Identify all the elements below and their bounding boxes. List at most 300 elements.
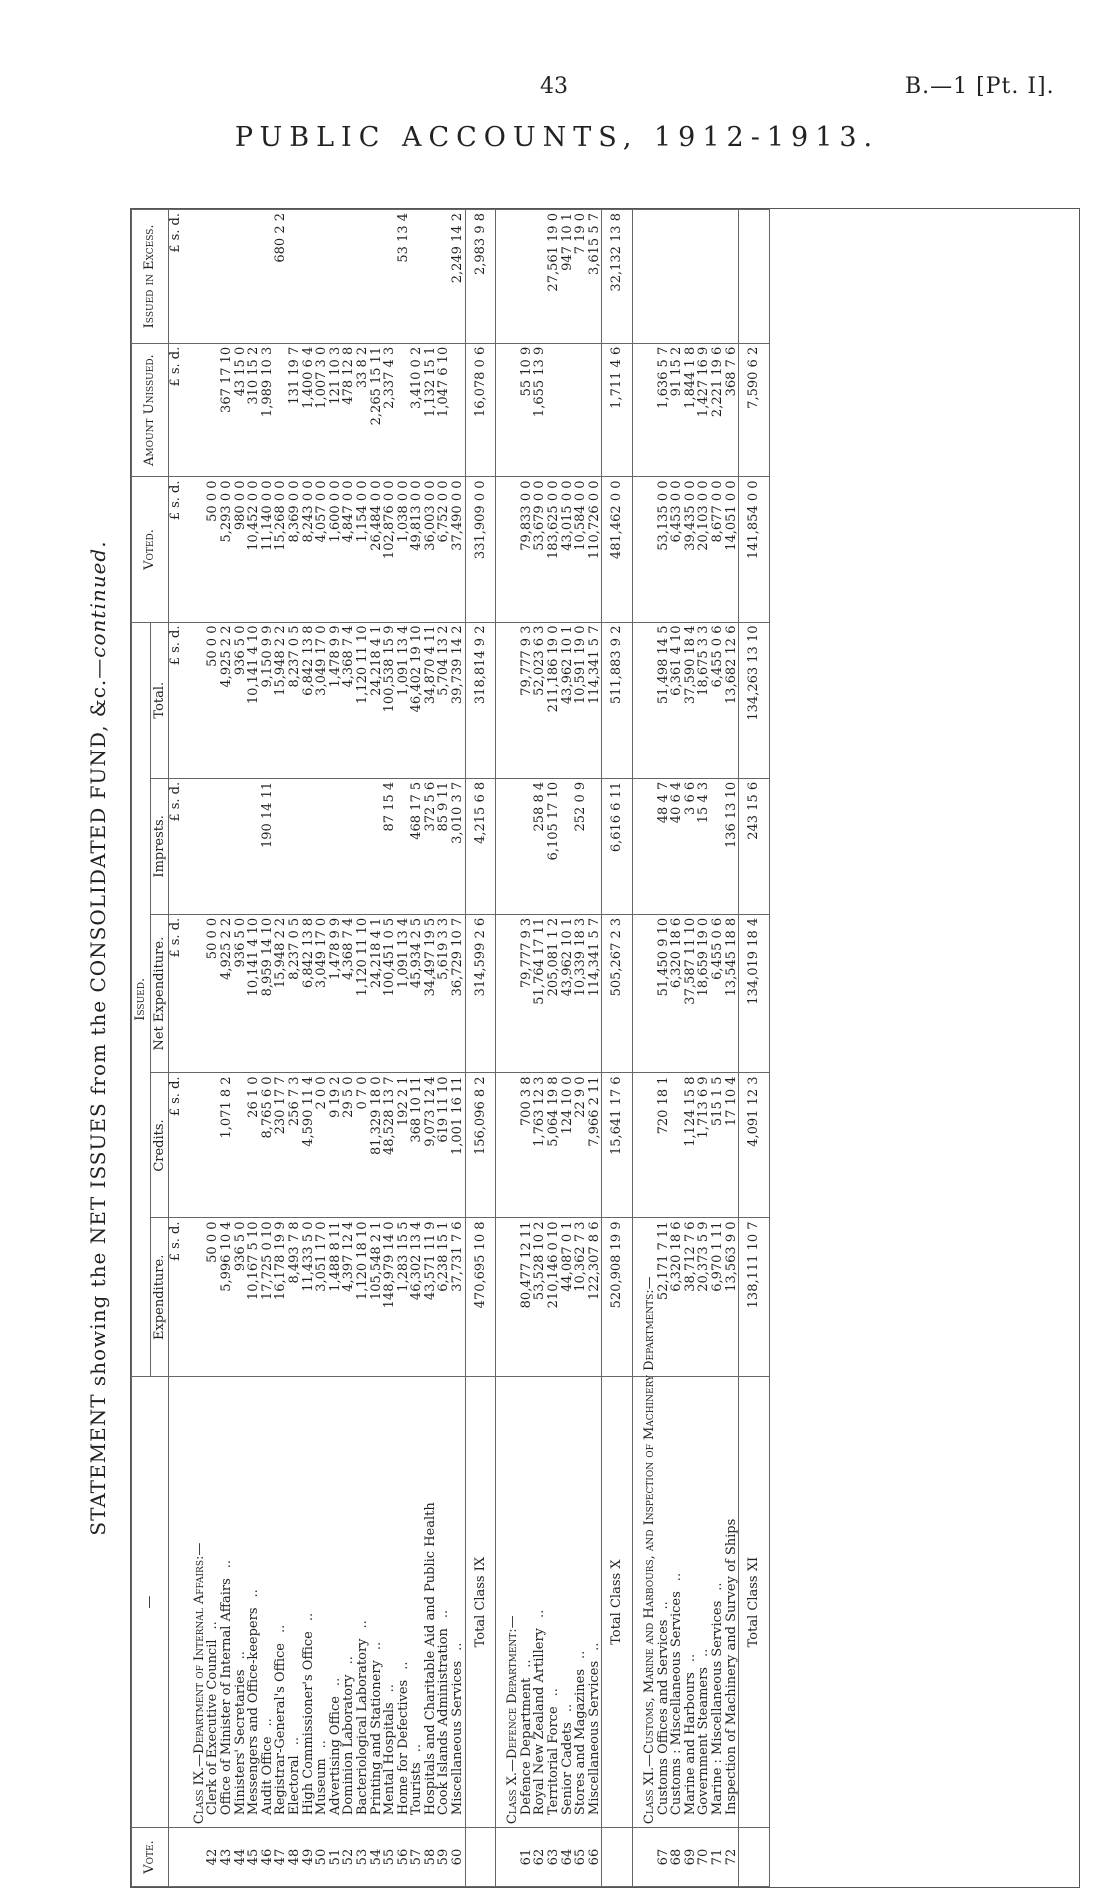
item-label: Defence Department — [518, 1677, 534, 1816]
leader-dots: .. — [354, 1620, 370, 1629]
cell-voted: 49,813 0 0 — [410, 477, 424, 622]
cell-voted: 6,752 0 0 — [437, 477, 451, 622]
item-label: Electoral — [286, 1755, 302, 1816]
cell-total: 1,120 11 10 — [356, 622, 370, 778]
col-imprests: Imprests. — [150, 778, 169, 914]
cell-exp: 20,373 5 9 — [697, 1218, 711, 1377]
cell-unissued — [561, 343, 575, 477]
cell-exp: 4,397 12 4 — [342, 1218, 356, 1377]
item-label: Inspection of Machinery and Survey of Ships — [723, 1518, 739, 1816]
cell-excess — [206, 210, 220, 344]
cell-total: 34,870 4 11 — [424, 622, 438, 778]
item-description — [274, 1377, 288, 1828]
currency-label: £ s. d. — [169, 343, 183, 477]
cell-excess — [261, 210, 275, 344]
leader-dots: .. — [368, 1641, 384, 1651]
cell-total: 10,591 19 0 — [574, 622, 588, 778]
table-row — [206, 210, 220, 1887]
cell-total: 4,925 2 2 — [220, 622, 234, 778]
cell-cred: 5,064 19 8 — [547, 1073, 561, 1218]
cell-exp: 1,120 18 10 — [356, 1218, 370, 1377]
cell-excess — [247, 210, 261, 344]
table-row — [329, 210, 343, 1887]
leader-dots: .. — [382, 1684, 398, 1693]
cell-voted: 79,833 0 0 — [520, 477, 534, 622]
item-description — [397, 1377, 411, 1828]
total-excess: 2,983 9 8 — [465, 210, 496, 344]
cell-voted: 10,584 0 0 — [574, 477, 588, 622]
cell-imp — [356, 778, 370, 914]
item-label: Hospitals and Charitable Aid and Public Health — [422, 1502, 438, 1816]
item-description — [220, 1377, 234, 1828]
col-net-expenditure: Net Expenditure. — [150, 914, 169, 1073]
statement-title-text: STATEMENT showing the NET ISSUES from the CONSOLIDATED FUND, &c.— — [86, 657, 110, 1536]
col-expenditure: Expenditure. — [150, 1218, 169, 1377]
total-unissued: 7,590 6 2 — [739, 343, 770, 477]
cell-imp: 3,010 3 7 — [451, 778, 465, 914]
total-voted: 141,854 0 0 — [739, 477, 770, 622]
cell-total: 13,682 12 6 — [725, 622, 739, 778]
item-label: Registrar-General's Office — [273, 1642, 289, 1816]
cell-excess: 947 10 1 — [561, 210, 575, 344]
cell-net: 51,764 17 11 — [533, 914, 547, 1073]
cell-cred: 29 5 0 — [342, 1073, 356, 1218]
cell-imp — [370, 778, 384, 914]
cell-unissued — [574, 343, 588, 477]
total-voted: 481,462 0 0 — [602, 477, 633, 622]
vote-number: 67 — [657, 1828, 671, 1887]
cell-voted: 1,600 0 0 — [329, 477, 343, 622]
cell-net: 936 5 0 — [234, 914, 248, 1073]
total-imp: 4,215 6 8 — [465, 778, 496, 914]
item-description — [711, 1377, 725, 1828]
leader-dots: .. — [246, 1589, 262, 1598]
cell-excess — [342, 210, 356, 344]
cell-net: 34,497 19 5 — [424, 914, 438, 1073]
vote-number: 46 — [261, 1828, 275, 1887]
item-label: Royal New Zealand Artillery — [532, 1628, 548, 1816]
cell-cred: 2 0 0 — [315, 1073, 329, 1218]
col-voted: Voted. — [132, 477, 169, 622]
table-row — [725, 210, 739, 1887]
item-label: Cook Islands Administration — [436, 1628, 452, 1816]
cell-cred: 22 9 0 — [574, 1073, 588, 1218]
vote-number: 71 — [711, 1828, 725, 1887]
table-row — [451, 210, 465, 1887]
leader-dots: .. — [669, 1572, 685, 1582]
cell-voted: 37,490 0 0 — [451, 477, 465, 622]
table-row — [370, 210, 384, 1887]
cell-total: 46,402 19 10 — [410, 622, 424, 778]
col-issued-in-excess: Issued in Excess. — [132, 210, 169, 344]
cell-exp: 10,167 5 10 — [247, 1218, 261, 1377]
item-label: Marine and Harbours — [682, 1672, 698, 1816]
cell-total: 15,948 2 2 — [274, 622, 288, 778]
cell-cred: 124 10 0 — [561, 1073, 575, 1218]
total-exp: 138,111 10 7 — [739, 1218, 770, 1377]
cell-exp: 50 0 0 — [206, 1218, 220, 1377]
cell-excess — [424, 210, 438, 344]
item-label: Tourists — [409, 1762, 425, 1816]
cell-unissued: 1,844 1 8 — [684, 343, 698, 477]
cell-cred: 9,073 12 4 — [424, 1073, 438, 1218]
cell-total: 79,777 9 3 — [520, 622, 534, 778]
cell-voted: 26,484 0 0 — [370, 477, 384, 622]
cell-excess — [315, 210, 329, 344]
cell-excess: 7 19 0 — [574, 210, 588, 344]
cell-cred: 8,765 6 0 — [261, 1073, 275, 1218]
leader-dots: .. — [259, 1718, 275, 1727]
col-issued: Issued. — [132, 622, 151, 1377]
page-title: PUBLIC ACCOUNTS, 1912-1913. — [234, 122, 880, 153]
cell-imp — [342, 778, 356, 914]
cell-exp: 122,307 8 6 — [588, 1218, 602, 1377]
item-label: Clerk of Executive Council — [205, 1639, 221, 1816]
cell-unissued: 91 15 2 — [670, 343, 684, 477]
cell-voted: 102,876 0 0 — [383, 477, 397, 622]
cell-imp — [520, 778, 534, 914]
table-row — [533, 210, 547, 1887]
cell-total: 6,455 0 6 — [711, 622, 725, 778]
cell-unissued: 2,221 19 6 — [711, 343, 725, 477]
cell-excess — [520, 210, 534, 344]
item-description — [588, 1377, 602, 1828]
class-total-label: Total Class IX — [465, 1377, 496, 1828]
total-excess — [739, 210, 770, 344]
table-row — [261, 210, 275, 1887]
cell-excess — [410, 210, 424, 344]
table-row — [684, 210, 698, 1887]
cell-voted: 1,038 0 0 — [397, 477, 411, 622]
table-row — [588, 210, 602, 1887]
item-description — [342, 1377, 356, 1828]
cell-excess — [383, 210, 397, 344]
cell-imp: 40 6 4 — [670, 778, 684, 914]
cell-imp — [315, 778, 329, 914]
total-cred: 4,091 12 3 — [739, 1073, 770, 1218]
cell-cred — [670, 1073, 684, 1218]
item-label: Customs : Miscellaneous Services — [669, 1591, 685, 1816]
cell-net: 13,545 18 8 — [725, 914, 739, 1073]
cell-net: 50 0 0 — [206, 914, 220, 1073]
item-label: Territorial Force — [546, 1706, 562, 1816]
table-row — [561, 210, 575, 1887]
class-heading-row — [496, 210, 520, 1887]
cell-exp: 3,051 17 0 — [315, 1218, 329, 1377]
cell-excess — [288, 210, 302, 344]
item-description — [234, 1377, 248, 1828]
header-row-1 — [132, 210, 151, 1887]
col-description: — — [132, 1377, 169, 1828]
cell-unissued: 33 8 2 — [356, 343, 370, 477]
cell-imp — [274, 778, 288, 914]
cell-cred: 26 1 0 — [247, 1073, 261, 1218]
cell-excess: 3,615 5 7 — [588, 210, 602, 344]
cell-imp: 372 5 6 — [424, 778, 438, 914]
cell-net: 6,320 18 6 — [670, 914, 684, 1073]
cell-exp: 105,548 2 1 — [370, 1218, 384, 1377]
item-label: Office of Minister of Internal Affairs — [218, 1578, 234, 1816]
cell-imp: 468 17 5 — [410, 778, 424, 914]
cell-excess — [657, 210, 671, 344]
cell-unissued — [451, 343, 465, 477]
cell-voted: 50 0 0 — [206, 477, 220, 622]
item-description — [561, 1377, 575, 1828]
item-label: Miscellaneous Services — [586, 1660, 602, 1816]
cell-imp — [220, 778, 234, 914]
class-heading: Class X.—Defence Department:— — [496, 1377, 520, 1828]
cell-total: 39,739 14 2 — [451, 622, 465, 778]
leader-dots: .. — [450, 1642, 466, 1651]
cell-unissued: 367 17 10 — [220, 343, 234, 477]
cell-excess — [329, 210, 343, 344]
item-description — [547, 1377, 561, 1828]
cell-cred: 720 18 1 — [657, 1073, 671, 1218]
cell-imp: 6,105 17 10 — [547, 778, 561, 914]
currency-label: £ s. d. — [169, 210, 183, 344]
cell-unissued: 2,265 15 11 — [370, 343, 384, 477]
cell-voted: 43,015 0 0 — [561, 477, 575, 622]
item-label: Bacteriological Laboratory — [354, 1638, 370, 1816]
item-description — [451, 1377, 465, 1828]
cell-imp: 85 9 11 — [437, 778, 451, 914]
total-net: 134,019 18 4 — [739, 914, 770, 1073]
vote-number: 44 — [234, 1828, 248, 1887]
cell-exp: 38,712 7 6 — [684, 1218, 698, 1377]
total-net: 314,599 2 6 — [465, 914, 496, 1073]
item-description — [437, 1377, 451, 1828]
cell-unissued: 43 15 0 — [234, 343, 248, 477]
vote-number: 58 — [424, 1828, 438, 1887]
vote-number: 59 — [437, 1828, 451, 1887]
cell-net: 36,729 10 7 — [451, 914, 465, 1073]
cell-exp: 936 5 0 — [234, 1218, 248, 1377]
leader-dots: .. — [559, 1703, 575, 1713]
cell-net: 6,455 0 6 — [711, 914, 725, 1073]
item-label: Stores and Magazines — [573, 1668, 589, 1816]
leader-dots: .. — [546, 1688, 562, 1697]
cell-voted: 5,293 0 0 — [220, 477, 234, 622]
leader-dots: .. — [573, 1650, 589, 1659]
cell-net: 5,619 3 3 — [437, 914, 451, 1073]
cell-excess — [370, 210, 384, 344]
cell-voted: 4,057 0 0 — [315, 477, 329, 622]
total-imp: 6,616 6 11 — [602, 778, 633, 914]
table-row — [383, 210, 397, 1887]
table-row — [220, 210, 234, 1887]
cell-total: 936 5 0 — [234, 622, 248, 778]
total-unissued: 16,078 0 6 — [465, 343, 496, 477]
item-label: Mental Hospitals — [382, 1702, 398, 1816]
cell-exp: 46,302 13 4 — [410, 1218, 424, 1377]
cell-total: 18,675 3 3 — [697, 622, 711, 778]
item-label: Advertising Office — [327, 1696, 343, 1816]
cell-voted: 53,135 0 0 — [657, 477, 671, 622]
cell-excess — [711, 210, 725, 344]
vote-number: 51 — [329, 1828, 343, 1887]
cell-exp: 5,996 10 4 — [220, 1218, 234, 1377]
vote-number: 52 — [342, 1828, 356, 1887]
cell-unissued — [274, 343, 288, 477]
cell-cred: 256 7 3 — [288, 1073, 302, 1218]
cell-unissued: 1,655 13 9 — [533, 343, 547, 477]
currency-label: £ s. d. — [169, 622, 183, 778]
col-amount-unissued: Amount Unissued. — [132, 343, 169, 477]
cell-excess: 27,561 19 0 — [547, 210, 561, 344]
cell-net: 8,959 14 10 — [261, 914, 275, 1073]
currency-label: £ s. d. — [169, 1073, 183, 1218]
page-header — [0, 0, 1114, 153]
cell-total: 9,150 9 9 — [261, 622, 275, 778]
cell-exp: 10,362 7 3 — [574, 1218, 588, 1377]
item-description — [684, 1377, 698, 1828]
cell-unissued: 55 10 9 — [520, 343, 534, 477]
cell-cred: 368 10 11 — [410, 1073, 424, 1218]
cell-unissued: 3,410 0 2 — [410, 343, 424, 477]
cell-voted: 39,435 0 0 — [684, 477, 698, 622]
cell-total: 3,049 17 0 — [315, 622, 329, 778]
table-row — [315, 210, 329, 1887]
leader-dots: .. — [205, 1621, 221, 1630]
cell-total: 100,538 15 9 — [383, 622, 397, 778]
page-number: 43 — [540, 74, 568, 99]
leader-dots: .. — [314, 1740, 330, 1749]
cell-excess — [302, 210, 316, 344]
cell-excess — [533, 210, 547, 344]
cell-exp: 80,477 12 11 — [520, 1218, 534, 1377]
total-net: 505,267 2 3 — [602, 914, 633, 1073]
leader-dots: .. — [300, 1612, 316, 1622]
leader-dots: .. — [655, 1601, 671, 1610]
cell-cred — [234, 1073, 248, 1218]
cell-net: 18,659 19 0 — [697, 914, 711, 1073]
cell-net: 10,339 18 3 — [574, 914, 588, 1073]
vote-number: 70 — [697, 1828, 711, 1887]
cell-imp — [302, 778, 316, 914]
item-label: Senior Cadets — [559, 1722, 575, 1816]
table-row — [234, 210, 248, 1887]
cell-net: 79,777 9 3 — [520, 914, 534, 1073]
cell-imp — [397, 778, 411, 914]
table-row — [711, 210, 725, 1887]
statement-title — [80, 188, 116, 1888]
item-label: Customs Offices and Services — [655, 1619, 671, 1816]
cell-total: 43,962 10 1 — [561, 622, 575, 778]
item-description — [261, 1377, 275, 1828]
item-description — [574, 1377, 588, 1828]
cell-excess — [684, 210, 698, 344]
leader-dots: .. — [436, 1609, 452, 1619]
vote-number: 54 — [370, 1828, 384, 1887]
total-voted: 331,909 0 0 — [465, 477, 496, 622]
cell-total: 5,704 13 2 — [437, 622, 451, 778]
cell-total: 1,091 13 4 — [397, 622, 411, 778]
item-description — [725, 1377, 739, 1828]
cell-total: 4,368 7 4 — [342, 622, 356, 778]
cell-exp: 6,970 1 11 — [711, 1218, 725, 1377]
col-total: Total. — [150, 622, 169, 778]
total-exp: 520,908 19 9 — [602, 1218, 633, 1377]
cell-total: 6,361 4 10 — [670, 622, 684, 778]
col-credits: Credits. — [150, 1073, 169, 1218]
item-label: Miscellaneous Services — [450, 1660, 466, 1816]
table-row — [697, 210, 711, 1887]
cell-exp: 13,563 9 0 — [725, 1218, 739, 1377]
cell-unissued: 131 19 7 — [288, 343, 302, 477]
item-label: High Commissioner's Office — [300, 1631, 316, 1816]
cell-unissued: 478 12 8 — [342, 343, 356, 477]
item-label: Home for Defectives — [395, 1679, 411, 1816]
cell-exp: 37,731 7 6 — [451, 1218, 465, 1377]
cell-unissued: 368 7 6 — [725, 343, 739, 477]
vote-number: 66 — [588, 1828, 602, 1887]
cell-imp: 87 15 4 — [383, 778, 397, 914]
cell-total: 50 0 0 — [206, 622, 220, 778]
item-label: Ministers' Secretaries — [232, 1669, 248, 1816]
item-description — [288, 1377, 302, 1828]
cell-cred: 1,713 6 9 — [697, 1073, 711, 1218]
vote-number: 53 — [356, 1828, 370, 1887]
leader-dots: .. — [682, 1653, 698, 1663]
cell-excess — [670, 210, 684, 344]
document-reference: B.—1 [Pt. I]. — [905, 74, 1055, 99]
cell-excess — [220, 210, 234, 344]
currency-label: £ s. d. — [169, 1218, 183, 1377]
item-description — [424, 1377, 438, 1828]
currency-label: £ s. d. — [169, 477, 183, 622]
cell-exp: 17,725 0 10 — [261, 1218, 275, 1377]
currency-row — [169, 210, 183, 1887]
cell-net: 6,842 13 8 — [302, 914, 316, 1073]
item-label: Museum — [314, 1758, 330, 1816]
table-row — [410, 210, 424, 1887]
cell-voted: 183,625 0 0 — [547, 477, 561, 622]
vote-number: 42 — [206, 1828, 220, 1887]
vote-number: 56 — [397, 1828, 411, 1887]
cell-imp — [234, 778, 248, 914]
item-description — [247, 1377, 261, 1828]
item-label: Government Steamers — [696, 1667, 712, 1816]
item-label: Marine : Miscellaneous Services — [709, 1600, 725, 1816]
item-description — [356, 1377, 370, 1828]
cell-cred: 515 1 5 — [711, 1073, 725, 1218]
cell-imp: 136 13 10 — [725, 778, 739, 914]
cell-imp — [206, 778, 220, 914]
table-row — [547, 210, 561, 1887]
cell-imp — [329, 778, 343, 914]
item-description — [520, 1377, 534, 1828]
table-row — [356, 210, 370, 1887]
table-row — [342, 210, 356, 1887]
item-label: Dominion Laboratory — [341, 1674, 357, 1816]
cell-voted: 53,679 0 0 — [533, 477, 547, 622]
cell-unissued: 1,007 3 0 — [315, 343, 329, 477]
item-description — [697, 1377, 711, 1828]
cell-unissued — [206, 343, 220, 477]
cell-exp: 8,493 7 8 — [288, 1218, 302, 1377]
item-description — [315, 1377, 329, 1828]
leader-dots: .. — [341, 1656, 357, 1665]
cell-exp: 148,979 14 0 — [383, 1218, 397, 1377]
cell-cred: 7,966 2 11 — [588, 1073, 602, 1218]
cell-total: 24,218 4 1 — [370, 622, 384, 778]
cell-unissued: 1,989 10 3 — [261, 343, 275, 477]
cell-total: 52,023 6 3 — [533, 622, 547, 778]
cell-net: 43,962 10 1 — [561, 914, 575, 1073]
cell-net: 15,948 2 2 — [274, 914, 288, 1073]
cell-exp: 6,320 18 6 — [670, 1218, 684, 1377]
cell-cred: 619 11 10 — [437, 1073, 451, 1218]
